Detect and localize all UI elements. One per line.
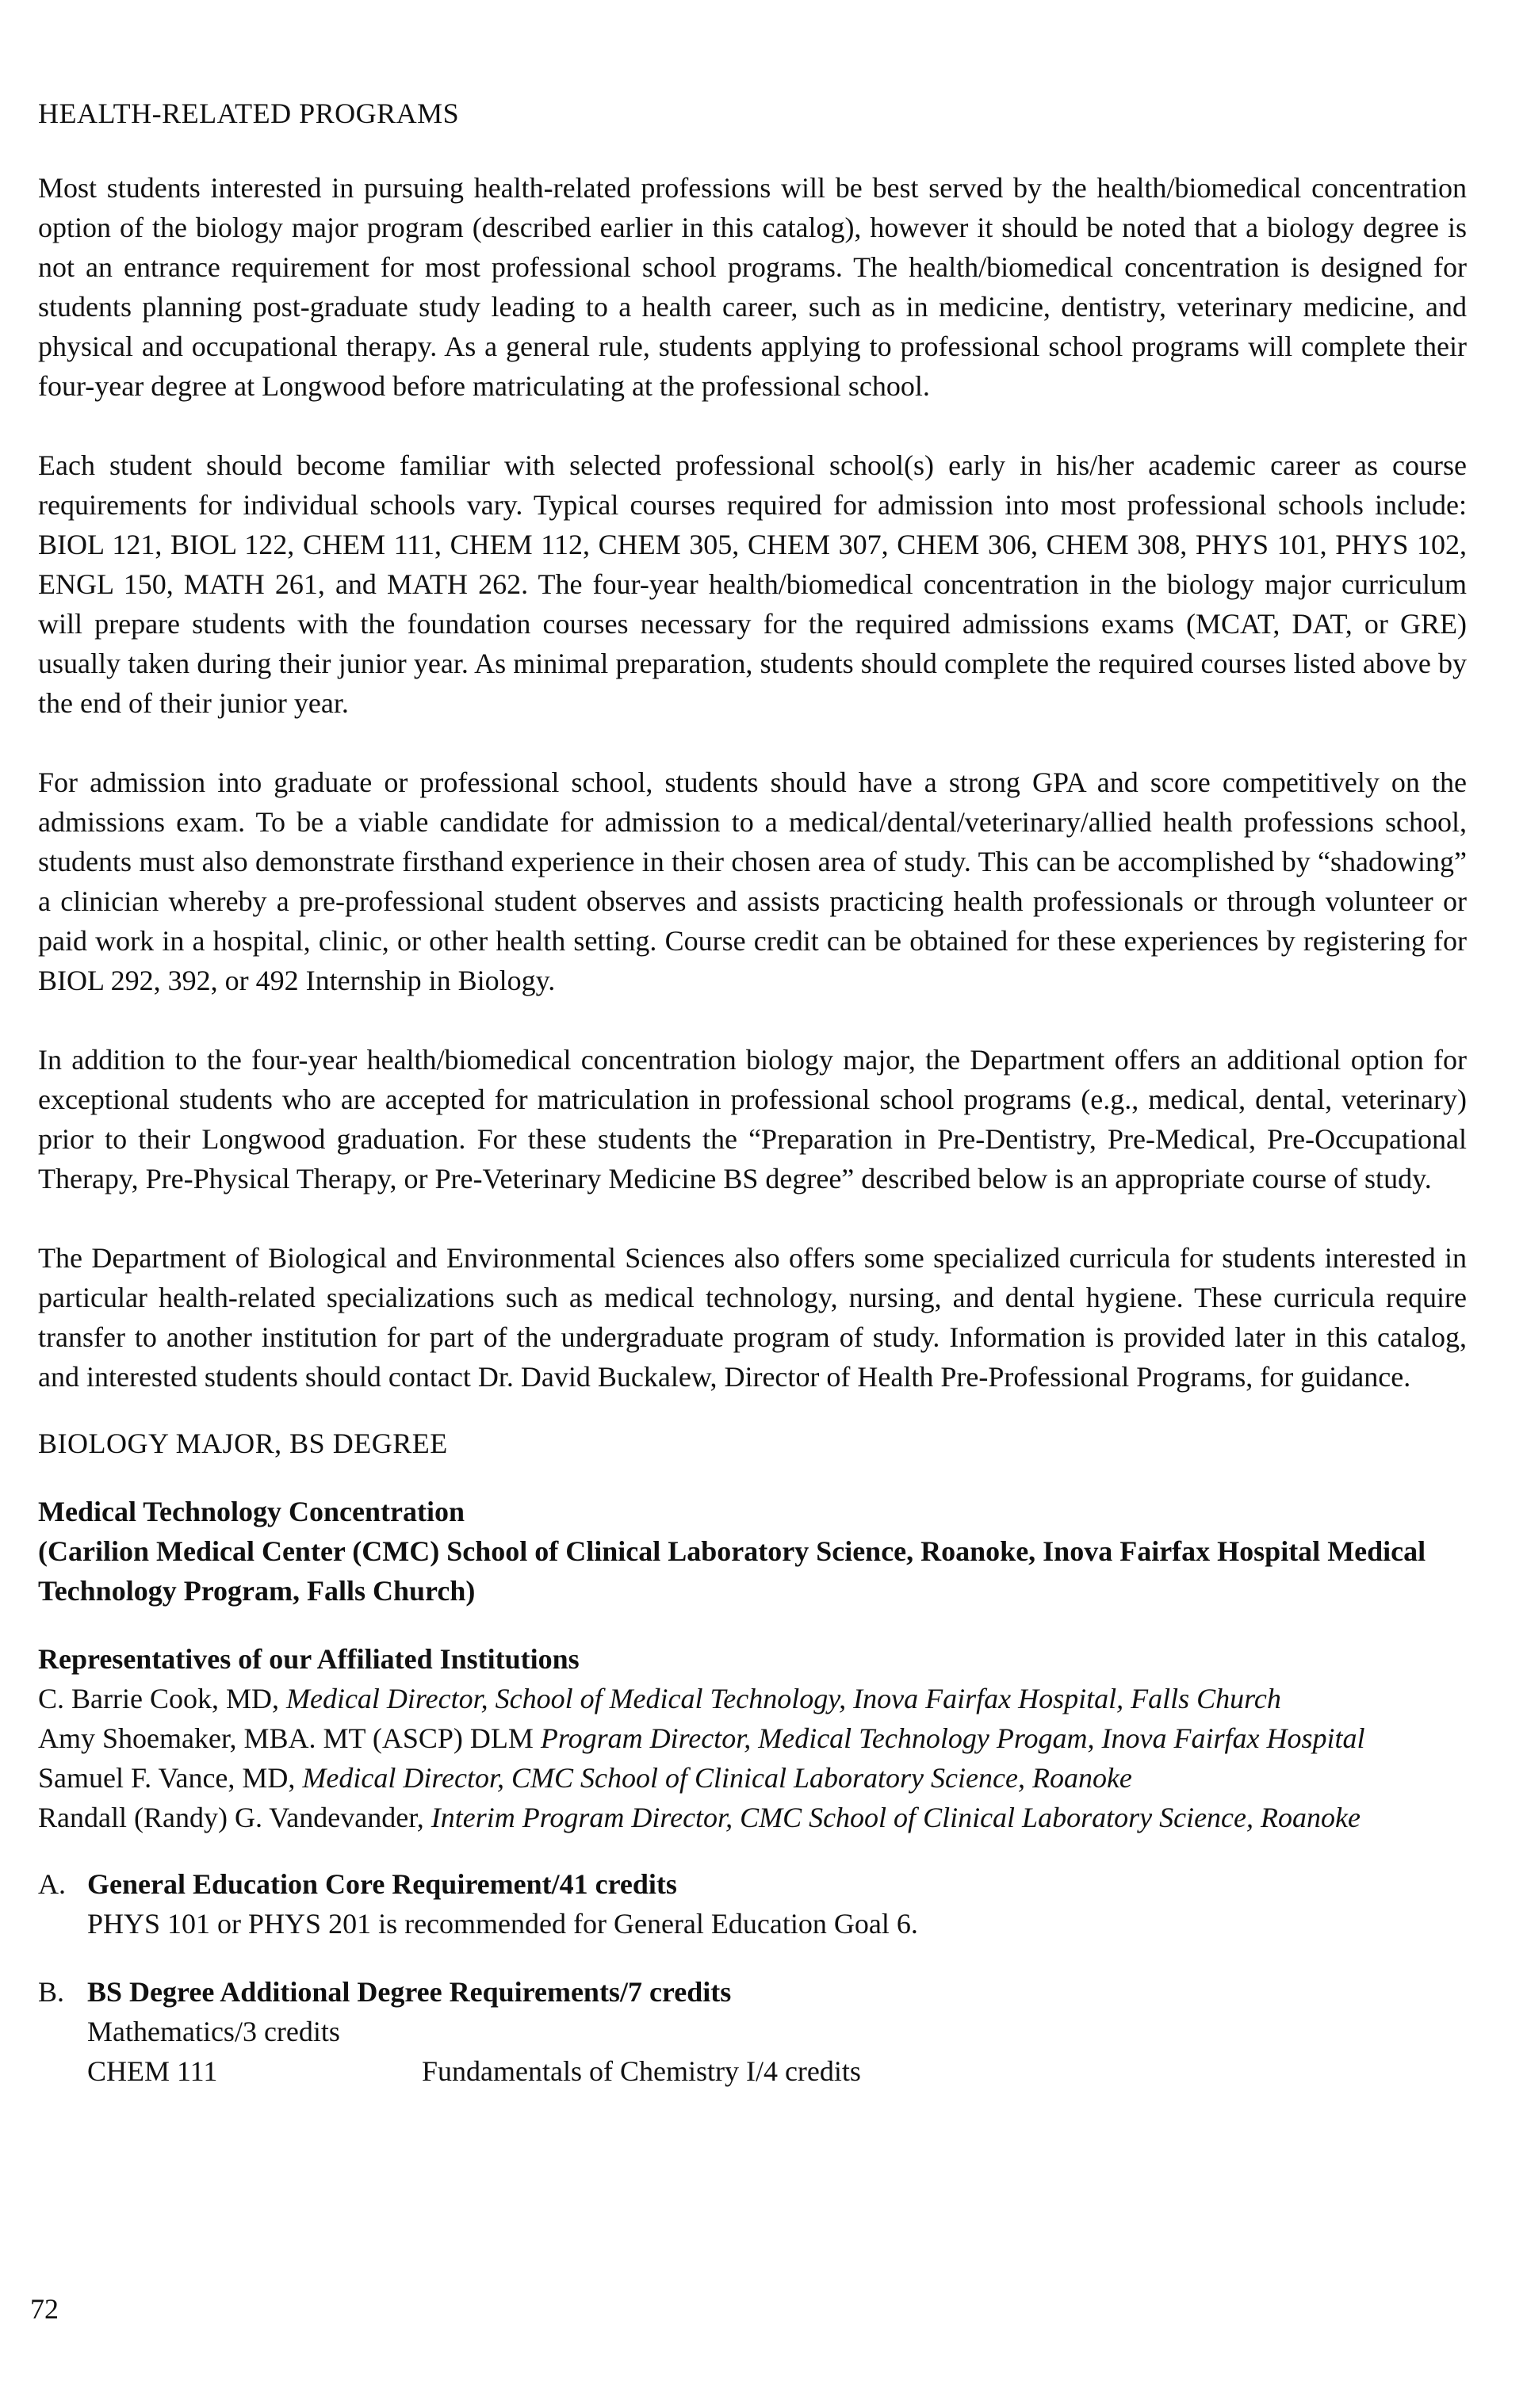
representative-title: Medical Director, School of Medical Technology, Inova Fairfax Hospital, Falls Church [285,1683,1281,1714]
paragraph-course-requirements: Each student should become familiar with selected professional school(s) early in his/her academic career as course requirements for individual schools vary. Typical courses required for admission into most professional schools include: BIOL 121, BIOL 122, CHEM 111, CHEM 112, CHEM 305, CHEM 307, CHEM 306, CHEM 308, PHYS 101, PHYS 102, ENGL 150, MATH 261, and MATH 262. The four-year health/biomedical concentration in the biology major curriculum will prepare students with the foundation courses necessary for the required admissions exams (MCAT, DAT, or GRE) usually taken during their junior year. As minimal preparation, students should complete the required courses listed above by the end of their junior year. [38,449,1467,719]
requirement-b [38,1972,1467,2091]
concentration-block [38,1492,1467,1611]
representative-line [38,1798,1467,1837]
representative-title: Medical Director, CMC School of Clinical Laboratory Science, Roanoke [302,1762,1132,1794]
representative-title: Interim Program Director, CMC School of Clinical Laboratory Science, Roanoke [431,1802,1361,1833]
requirement-letter: A. [38,1868,66,1900]
representative-name: Samuel F. Vance, MD, [38,1762,303,1794]
page-number: 72 [30,2293,59,2325]
major-heading: BIOLOGY MAJOR, BS DEGREE [38,1428,448,1459]
requirement-line: Mathematics/3 credits [87,2016,340,2047]
requirement-note: PHYS 101 or PHYS 201 is recommended for General Education Goal 6. [87,1908,918,1940]
requirement-title: General Education Core Requirement/41 credits [87,1868,677,1900]
representatives-heading: Representatives of our Affiliated Institutions [38,1643,580,1675]
course-name: Fundamentals of Chemistry I/4 credits [422,2055,861,2087]
page-content [38,94,1467,2119]
representative-name: Randall (Randy) G. Vandevander, [38,1802,431,1833]
section-heading: HEALTH-RELATED PROGRAMS [38,97,460,129]
representatives-block [38,1639,1467,1837]
paragraph-health-programs-intro: Most students interested in pursuing health-related professions will be best served by the health/biomedical concentration option of the biology major program (described earlier in this catalog), however it should be noted that a biology degree is not an entrance requirement for most professional school programs. The health/biomedical concentration is designed for students planning post-graduate study leading to a health career, such as in medicine, dentistry, veterinary medicine, and physical and occupational therapy. As a general rule, students applying to professional school programs will complete their four-year degree at Longwood before matriculating at the professional school. [38,172,1467,402]
representative-name: Amy Shoemaker, MBA. MT (ASCP) DLM [38,1722,541,1754]
course-row [87,2051,1467,2091]
course-code: CHEM 111 [87,2055,218,2087]
representative-title: Program Director, Medical Technology Progam, Inova Fairfax Hospital [540,1722,1365,1754]
representative-line [38,1718,1467,1758]
concentration-title: Medical Technology Concentration [38,1496,465,1527]
requirement-letter: B. [38,1976,65,2008]
paragraph-preparation-degree: In addition to the four-year health/biomedical concentration biology major, the Department offers an additional option for exceptional students who are accepted for matriculation in professional school programs (e.g., medical, dental, veterinary) prior to their Longwood graduation. For these students the “Preparation in Pre-Dentistry, Pre-Medical, Pre-Occupational Therapy, Pre-Physical Therapy, or Pre-Veterinary Medicine BS degree” described below is an appropriate course of study. [38,1044,1467,1194]
concentration-subtitle: (Carilion Medical Center (CMC) School of Clinical Laboratory Science, Roanoke, Inova Fairfax Hospital Medical Technology Program, Falls Church) [38,1535,1426,1607]
paragraph-specialized-curricula: The Department of Biological and Environmental Sciences also offers some specialized curricula for students interested in particular health-related specializations such as medical technology, nursing, and dental hygiene. These curricula require transfer to another institution for part of the undergraduate program of study. Information is provided later in this catalog, and interested students should contact Dr. David Buckalew, Director of Health Pre-Professional Programs, for guidance. [38,1242,1467,1393]
representative-name: C. Barrie Cook, MD, [38,1683,286,1714]
requirement-a [38,1864,1467,1944]
paragraph-admission-criteria: For admission into graduate or professional school, students should have a strong GPA and score competitively on the admissions exam. To be a viable candidate for admission to a medical/dental/veterinary/allied health professions school, students must also demonstrate firsthand experience in their chosen area of study. This can be accomplished by “shadowing” a clinician whereby a pre-professional student observes and assists practicing health professionals or through volunteer or paid work in a hospital, clinic, or other health setting. Course credit can be obtained for these experiences by registering for BIOL 292, 392, or 492 Internship in Biology. [38,766,1467,996]
requirement-title: BS Degree Additional Degree Requirements/7 credits [87,1976,732,2008]
representative-line [38,1679,1467,1718]
representative-line [38,1758,1467,1798]
